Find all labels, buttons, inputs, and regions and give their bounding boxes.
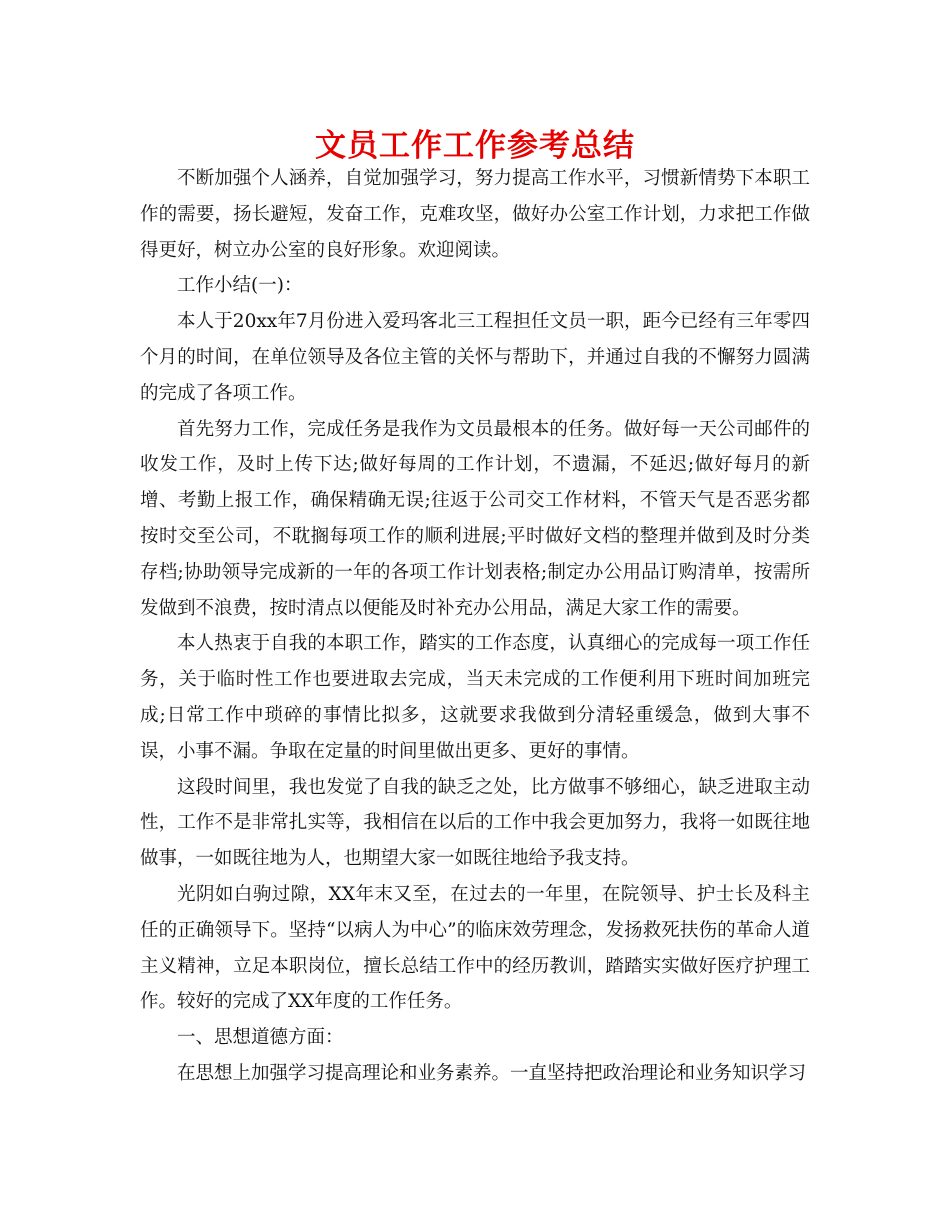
document-body: [140, 161, 810, 1092]
document-title: 文员工作工作参考总结: [315, 128, 635, 164]
paragraph: 这段时间里，我也发觉了自我的缺乏之处，比方做事不够细心，缺乏进取主动性，工作不是非常扎实等，我相信在以后的工作中我会更加努力，我将一如既往地做事，一如既往地为人，也期望大家一如既往地给予我支持。: [140, 776, 810, 870]
paragraph: 本人热衷于自我的本职工作，踏实的工作态度，认真细心的完成每一项工作任务，关于临时性工作也要进取去完成，当天未完成的工作便利用下班时间加班完成;日常工作中琐碎的事情比拟多，这就要求我做到分清轻重缓急，做到大事不误，小事不漏。争取在定量的时间里做出更多、更好的事情。: [140, 633, 810, 762]
paragraph: 在思想上加强学习提高理论和业务素养。一直坚持把政治理论和业务知识学习: [177, 1062, 807, 1084]
paragraph: 首先努力工作，完成任务是我作为文员最根本的任务。做好每一天公司邮件的收发工作，及时上传下达;做好每周的工作计划，不遗漏，不延迟;做好每月的新增、考勤上报工作，确保精确无误;往返于公司交工作材料，不管天气是否恶劣都按时交至公司，不耽搁每项工作的顺利进展;平时做好文档的整理并做到及时分类存档;协助领导完成新的一年的各项工作计划表格;制定办公用品订购清单，按需所发做到不浪费，按时清点以便能及时补充办公用品，满足大家工作的需要。: [140, 418, 810, 619]
paragraph: 光阴如白驹过隙，XX年末又至，在过去的一年里，在院领导、护士长及科主任的正确领导下。坚持“以病人为中心”的临床效劳理念，发扬救死扶伤的革命人道主义精神，立足本职岗位，擅长总结工作中的经历教训，踏踏实实做好医疗护理工作。较好的完成了XX年度的工作任务。: [140, 883, 810, 1013]
paragraph-section-heading: 工作小结(一)：: [177, 275, 303, 297]
paragraph: 本人于20xx年7月份进入爱玛客北三工程担任文员一职，距今已经有三年零四个月的时间，在单位领导及各位主管的关怀与帮助下，并通过自我的不懈努力圆满的完成了各项工作。: [140, 311, 810, 404]
paragraph-section-heading: 一、思想道德方面：: [177, 1027, 344, 1049]
paragraph-intro: 不断加强个人涵养，自觉加强学习，努力提高工作水平，习惯新情势下本职工作的需要，扬长避短，发奋工作，克难攻坚，做好办公室工作计划，力求把工作做得更好，树立办公室的良好形象。欢迎阅读。: [140, 168, 810, 261]
